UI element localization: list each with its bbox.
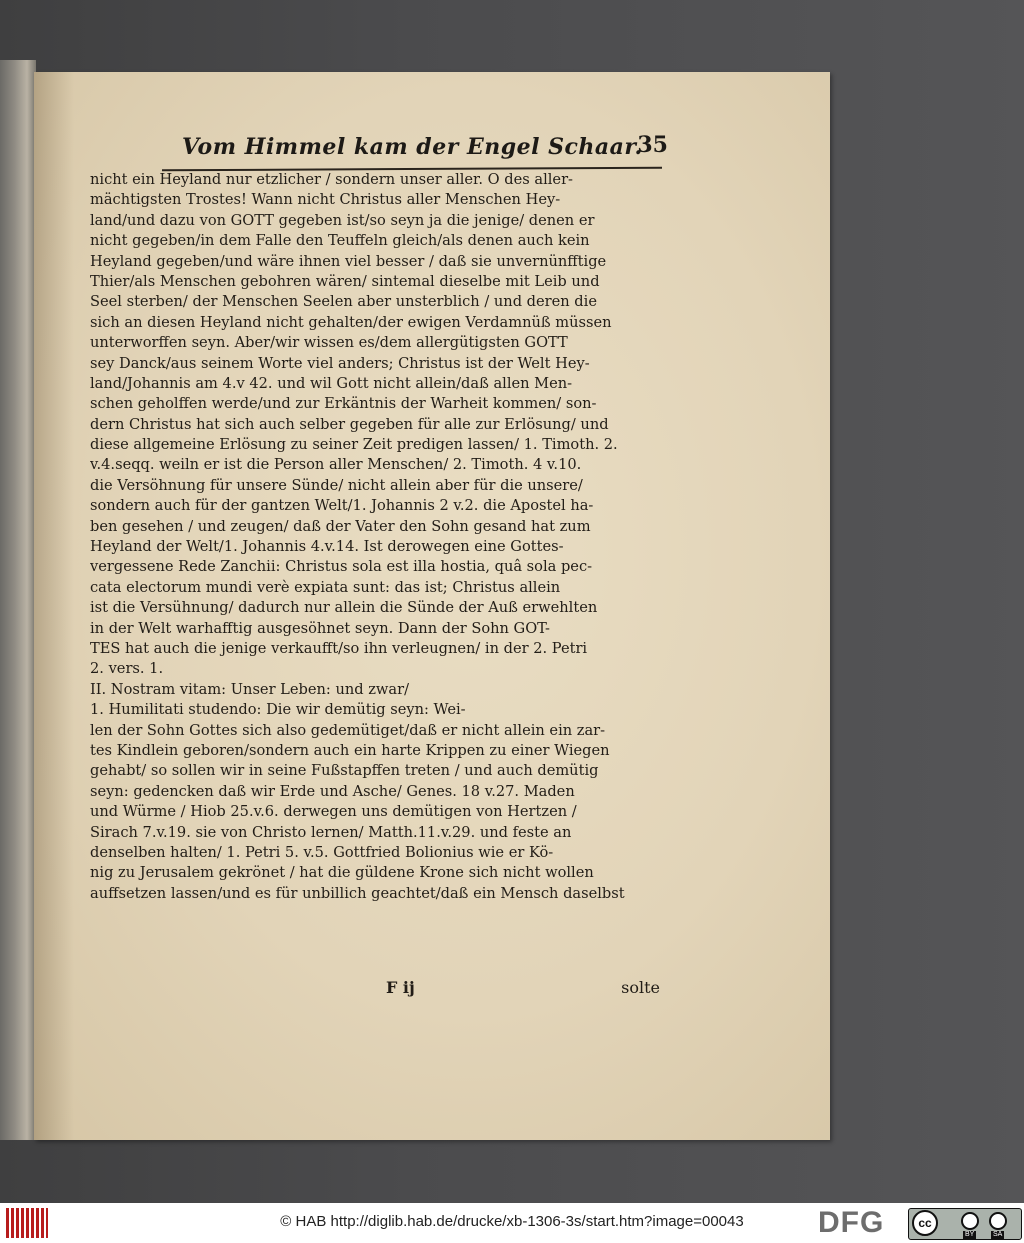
text-line: 2. vers. 1. xyxy=(90,660,164,678)
catchword: solte xyxy=(621,978,660,997)
text-line: Heyland der Welt/1. Johannis 4.v.14. Ist derowegen eine Gottes- xyxy=(90,538,564,556)
text-line: mächtigsten Trostes! Wann nicht Christus aller Menschen Hey- xyxy=(90,191,561,209)
text-line: seyn: gedencken daß wir Erde und Asche/ Genes. 18 v.27. Maden xyxy=(90,782,575,800)
text-line: vergessene Rede Zanchii: Christus sola est illa hostia, quâ sola pec- xyxy=(90,558,593,576)
copyright-link[interactable]: © HAB http://diglib.hab.de/drucke/xb-1306-3s/start.htm?image=00043 xyxy=(280,1213,744,1230)
running-title: Vom Himmel kam der Engel Schaar. xyxy=(182,134,643,160)
signature-mark: F ij xyxy=(386,978,415,997)
by-attribution-icon xyxy=(961,1212,979,1230)
text-line: unterworffen seyn. Aber/wir wissen es/dem allergütigsten GOTT xyxy=(90,334,568,352)
book-page xyxy=(34,72,830,1140)
viewer-footer xyxy=(0,1203,1024,1243)
page-number: 35 xyxy=(637,132,668,158)
text-line: ben gesehen / und zeugen/ daß der Vater den Sohn gesand hat zum xyxy=(90,517,591,535)
text-line: land/Johannis am 4.v 42. und wil Gott nicht allein/daß allen Men- xyxy=(90,374,573,392)
text-line: schen geholffen werde/und zur Erkäntnis der Warheit kommen/ son- xyxy=(90,395,597,413)
sa-sharealike-icon xyxy=(989,1212,1007,1230)
text-line: nicht gegeben/in dem Falle den Teuffeln gleich/als denen auch kein xyxy=(90,232,590,250)
page-gutter-shadow xyxy=(34,72,74,1140)
text-line: cata electorum mundi verè expiata sunt: das ist; Christus allein xyxy=(90,578,561,596)
book-spine-edge xyxy=(0,60,36,1140)
text-line: die Versöhnung für unsere Sünde/ nicht allein aber für die unsere/ xyxy=(90,476,583,494)
text-line: auffsetzen lassen/und es für unbillich geachtet/daß ein Mensch daselbst xyxy=(90,884,625,902)
text-line: ist die Versühnung/ dadurch nur allein die Sünde der Auß erwehlten xyxy=(90,599,598,617)
cc-icon: cc xyxy=(912,1210,938,1236)
sa-label: SA xyxy=(993,1231,1003,1238)
text-line: dern Christus hat sich auch selber gegeben für alle zur Erlösung/ und xyxy=(90,415,609,433)
text-line: denselben halten/ 1. Petri 5. v.5. Gottfried Bolionius wie er Kö- xyxy=(90,843,554,861)
text-line: len der Sohn Gottes sich also gedemütiget/daß er nicht allein ein zar- xyxy=(90,721,606,739)
dfg-logo[interactable]: DFG xyxy=(818,1206,885,1239)
page-footer xyxy=(90,978,660,1002)
text-line: Thier/als Menschen gebohren wären/ sintemal dieselbe mit Leib und xyxy=(90,272,600,290)
text-line: v.4.seqq. weiln er ist die Person aller Menschen/ 2. Timoth. 4 v.10. xyxy=(90,456,582,474)
text-line: sich an diesen Heyland nicht gehalten/der ewigen Verdamnüß müssen xyxy=(90,313,612,331)
text-line: nicht ein Heyland nur etzlicher / sondern unser aller. O des aller- xyxy=(90,171,573,188)
text-line: Sirach 7.v.19. sie von Christo lernen/ Matth.11.v.29. und feste an xyxy=(90,823,572,841)
text-line: und Würme / Hiob 25.v.6. derwegen uns demütigen von Hertzen / xyxy=(90,803,577,821)
text-line: Heyland gegeben/und wäre ihnen viel besser / daß sie unvernünfftige xyxy=(90,252,607,270)
text-line: TES hat auch die jenige verkaufft/so ihn verleugnen/ in der 2. Petri xyxy=(90,639,588,657)
text-line: II. Nostram vitam: Unser Leben: und zwar/ xyxy=(90,680,409,698)
body-text xyxy=(90,170,660,904)
text-line: diese allgemeine Erlösung zu seiner Zeit predigen lassen/ 1. Timoth. 2. xyxy=(90,436,618,454)
text-line: Seel sterben/ der Menschen Seelen aber unsterblich / und deren die xyxy=(90,293,597,311)
by-label: BY xyxy=(965,1231,975,1238)
text-line: land/und dazu von GOTT gegeben ist/so seyn ja die jenige/ denen er xyxy=(90,211,595,229)
text-line: in der Welt warhafftig ausgesöhnet seyn. Dann der Sohn GOT- xyxy=(90,619,550,637)
cc-license-badge[interactable] xyxy=(908,1208,1022,1240)
page-header xyxy=(142,128,668,176)
text-line: tes Kindlein geboren/sondern auch ein harte Krippen zu einer Wiegen xyxy=(90,741,610,759)
text-line: sondern auch für der gantzen Welt/1. Johannis 2 v.2. die Apostel ha- xyxy=(90,497,594,515)
text-line: nig zu Jerusalem gekrönet / hat die güldene Krone sich nicht wollen xyxy=(90,864,594,882)
text-line: sey Danck/aus seinem Worte viel anders; Christus ist der Welt Hey- xyxy=(90,354,590,372)
text-line: gehabt/ so sollen wir in seine Fußstapffen treten / und auch demütig xyxy=(90,762,599,780)
text-line: 1. Humilitati studendo: Die wir demütig seyn: Wei- xyxy=(90,701,466,719)
